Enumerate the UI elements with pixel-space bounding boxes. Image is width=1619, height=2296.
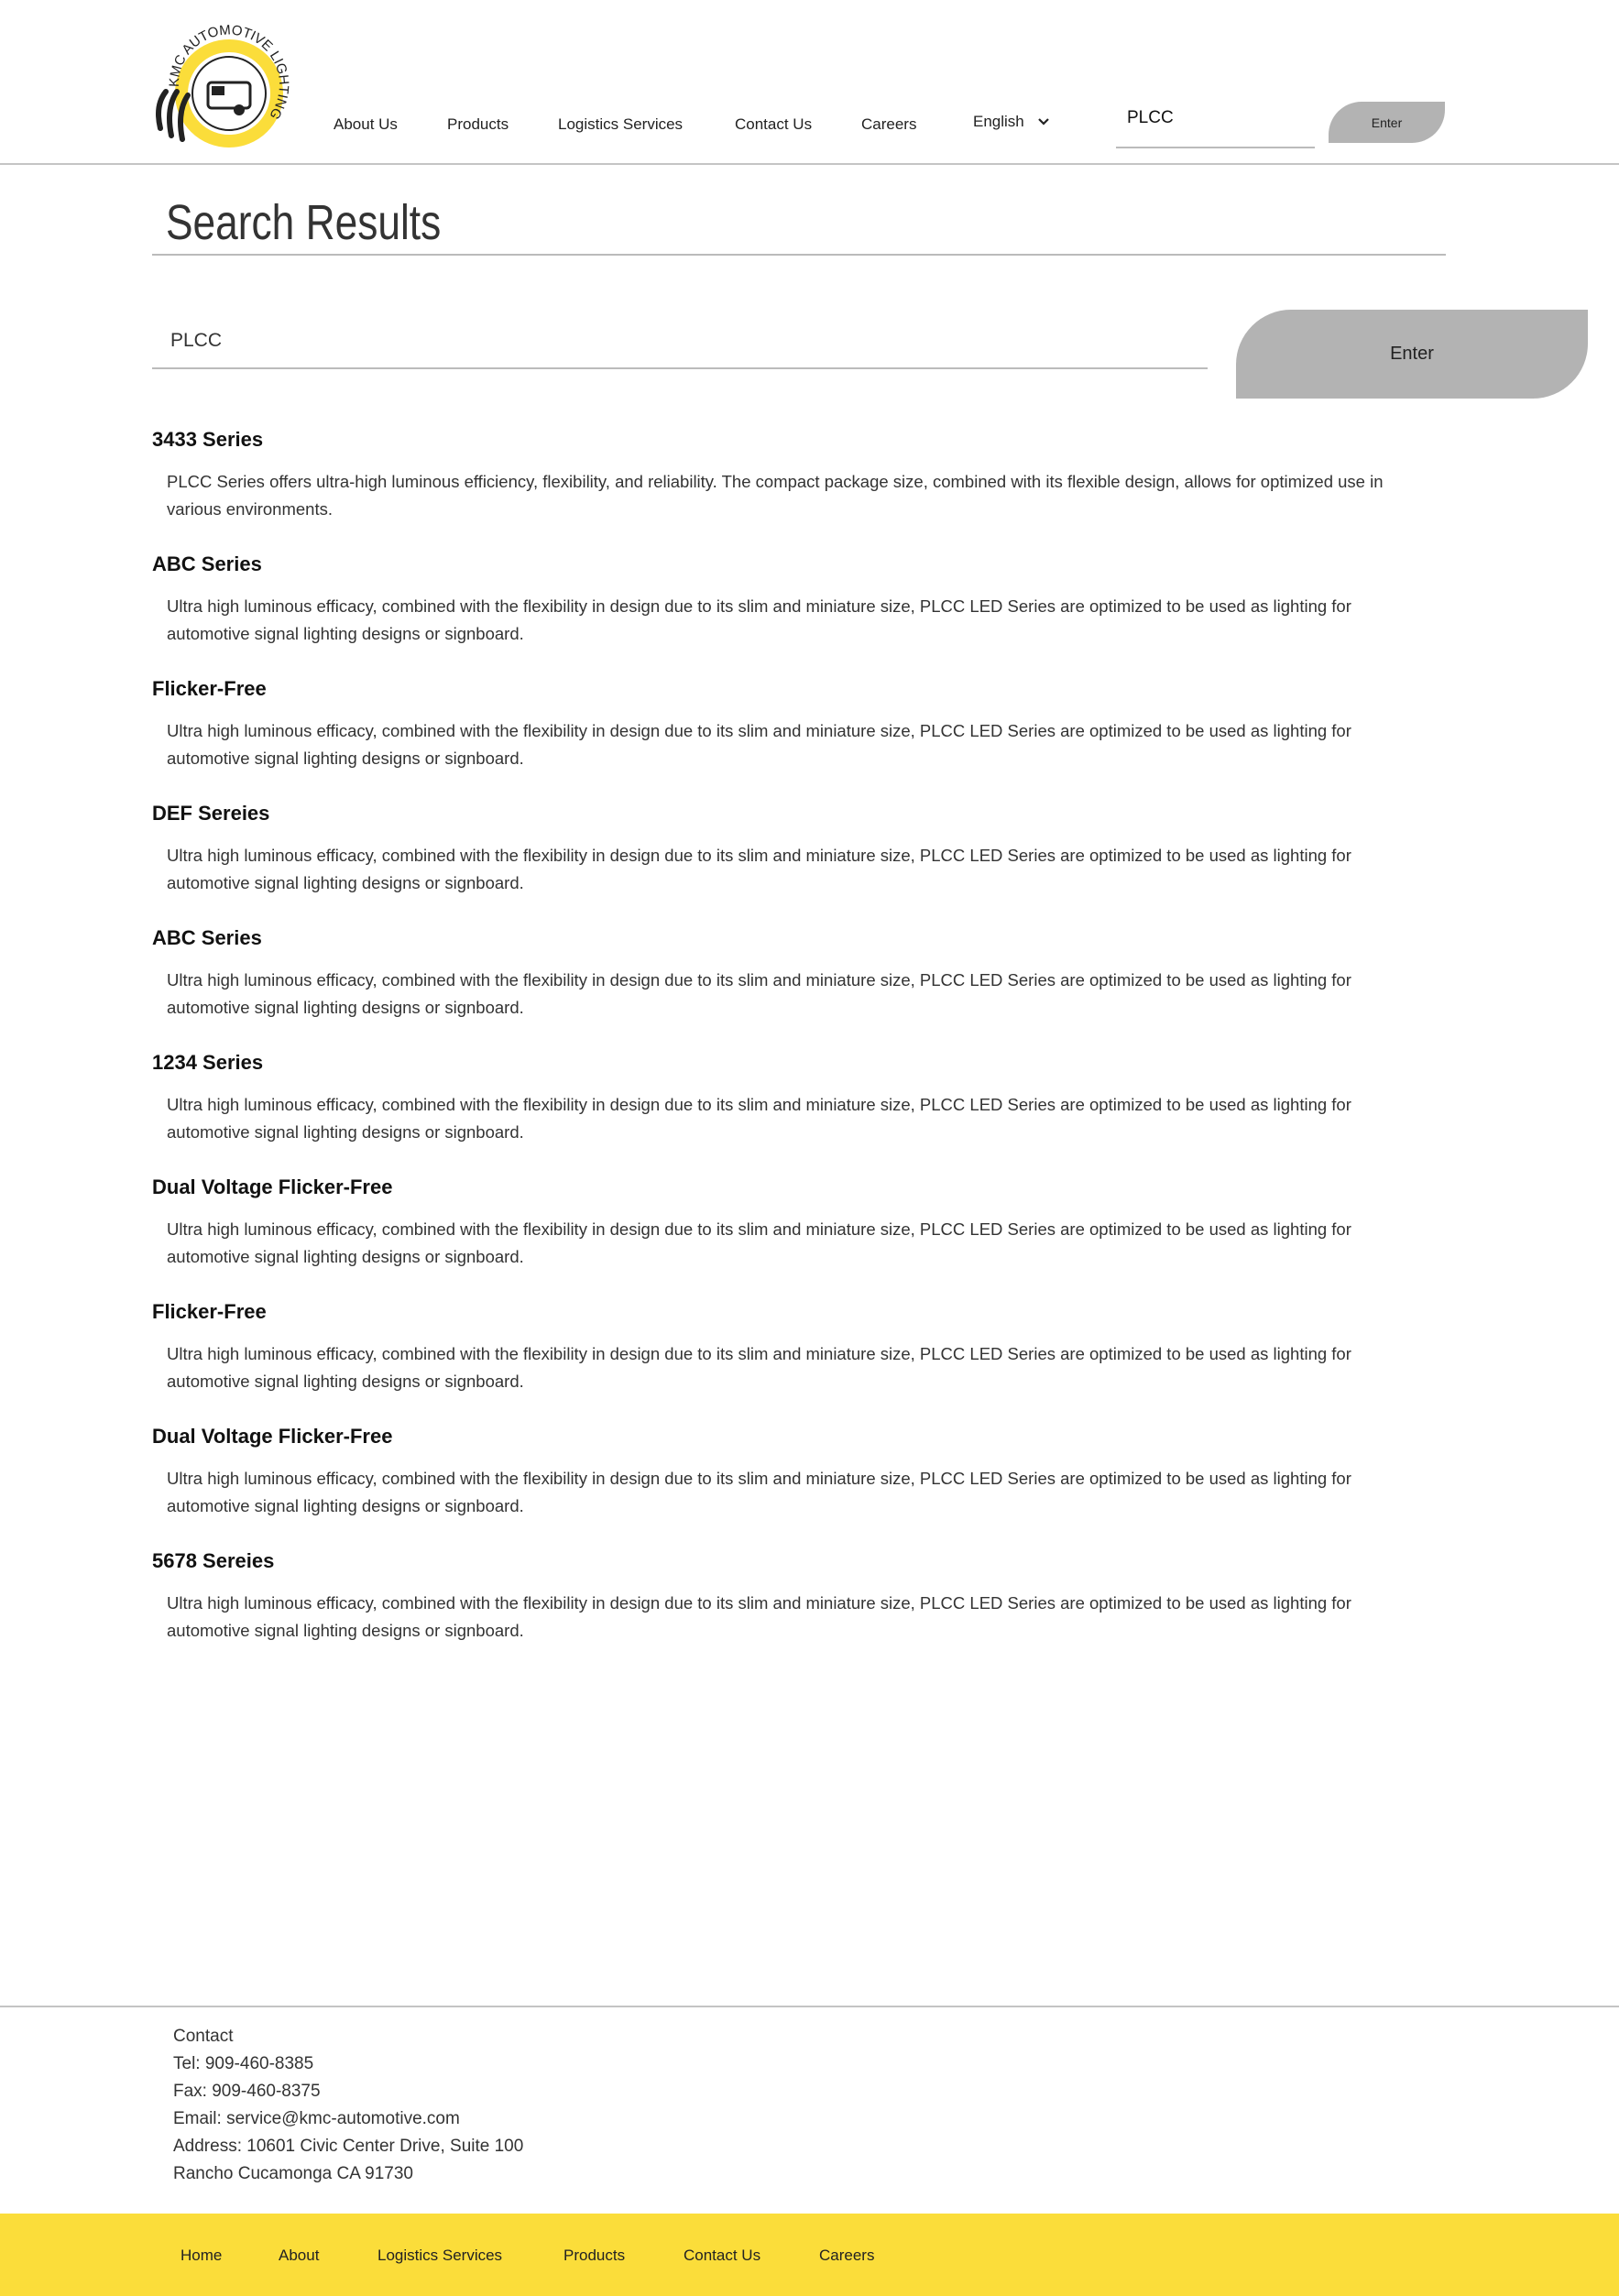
- contact-tel[interactable]: Tel: 909-460-8385: [173, 2054, 314, 2073]
- contact-email[interactable]: Email: service@kmc-automotive.com: [173, 2109, 460, 2128]
- header-search-input[interactable]: PLCC: [1116, 108, 1315, 148]
- nav-careers[interactable]: Careers: [861, 115, 917, 133]
- footer-nav-logistics-services[interactable]: Logistics Services: [377, 2247, 503, 2264]
- result-item[interactable]: [152, 677, 1435, 772]
- result-title[interactable]: DEF Sereies: [152, 802, 270, 825]
- result-description: Ultra high luminous efficacy, combined with the flexibility in design due to its slim and miniature size, PLCC LED Series are optimized to be used as lighting for automotive signal lighting designs or signboard.: [167, 1469, 1351, 1515]
- nav-logistics-services[interactable]: Logistics Services: [558, 115, 684, 133]
- footer-nav-contact-us[interactable]: Contact Us: [684, 2247, 761, 2264]
- result-description: Ultra high luminous efficacy, combined with the flexibility in design due to its slim and miniature size, PLCC LED Series are optimized to be used as lighting for automotive signal lighting designs or signboard.: [167, 1593, 1351, 1640]
- result-description: PLCC Series offers ultra-high luminous efficiency, flexibility, and reliability. The compact package size, combined with its flexible design, allows for optimized use in various environments.: [167, 472, 1384, 519]
- footer-nav-products[interactable]: Products: [563, 2247, 626, 2264]
- result-title[interactable]: 5678 Sereies: [152, 1549, 275, 1572]
- footer-nav-home[interactable]: Home: [180, 2247, 223, 2264]
- result-title[interactable]: Flicker-Free: [152, 677, 267, 700]
- result-item[interactable]: [152, 1175, 1435, 1271]
- contact-city: Rancho Cucamonga CA 91730: [173, 2164, 413, 2183]
- title-divider: [152, 254, 1446, 256]
- result-title[interactable]: 3433 Series: [152, 428, 264, 451]
- contact-address: Address: 10601 Civic Center Drive, Suite 100: [173, 2137, 524, 2156]
- result-description: Ultra high luminous efficacy, combined with the flexibility in design due to its slim and miniature size, PLCC LED Series are optimized to be used as lighting for automotive signal lighting designs or signboard.: [167, 1095, 1351, 1142]
- search-input[interactable]: PLCC: [152, 330, 1208, 369]
- result-description: Ultra high luminous efficacy, combined with the flexibility in design due to its slim and miniature size, PLCC LED Series are optimized to be used as lighting for automotive signal lighting designs or signboard.: [167, 1344, 1351, 1391]
- result-description: Ultra high luminous efficacy, combined with the flexibility in design due to its slim and miniature size, PLCC LED Series are optimized to be used as lighting for automotive signal lighting designs or signboard.: [167, 721, 1351, 768]
- page-title: Search Results: [166, 195, 442, 250]
- footer-contact: [173, 2023, 523, 2188]
- result-title[interactable]: 1234 Series: [152, 1051, 264, 1074]
- header-enter-button[interactable]: Enter: [1329, 102, 1445, 143]
- result-title[interactable]: ABC Series: [152, 552, 262, 575]
- result-title[interactable]: Flicker-Free: [152, 1300, 267, 1323]
- chevron-down-icon: [1037, 117, 1050, 126]
- svg-text:KMC AUTOMOTIVE LIGHTING: KMC AUTOMOTIVE LIGHTING: [166, 22, 292, 123]
- contact-fax: Fax: 909-460-8375: [173, 2082, 321, 2101]
- footer-divider: [0, 2006, 1619, 2007]
- language-label: English: [973, 113, 1024, 130]
- footer-nav-careers[interactable]: Careers: [819, 2247, 875, 2264]
- result-description: Ultra high luminous efficacy, combined with the flexibility in design due to its slim and miniature size, PLCC LED Series are optimized to be used as lighting for automotive signal lighting designs or signboard.: [167, 970, 1351, 1017]
- result-item[interactable]: [152, 428, 1435, 523]
- result-item[interactable]: [152, 1300, 1435, 1395]
- nav-about-us[interactable]: About Us: [334, 115, 398, 133]
- result-item[interactable]: [152, 1051, 1435, 1146]
- result-description: Ultra high luminous efficacy, combined with the flexibility in design due to its slim and miniature size, PLCC LED Series are optimized to be used as lighting for automotive signal lighting designs or signboard.: [167, 596, 1351, 643]
- result-item[interactable]: [152, 1425, 1435, 1520]
- result-item[interactable]: [152, 1549, 1435, 1645]
- nav-contact-us[interactable]: Contact Us: [735, 115, 813, 133]
- result-title[interactable]: Dual Voltage Flicker-Free: [152, 1175, 393, 1198]
- nav-products[interactable]: Products: [447, 115, 509, 133]
- search-enter-button[interactable]: Enter: [1236, 310, 1588, 399]
- result-title[interactable]: Dual Voltage Flicker-Free: [152, 1425, 393, 1448]
- result-item[interactable]: [152, 802, 1435, 897]
- result-title[interactable]: ABC Series: [152, 926, 262, 949]
- result-description: Ultra high luminous efficacy, combined with the flexibility in design due to its slim and miniature size, PLCC LED Series are optimized to be used as lighting for automotive signal lighting designs or signboard.: [167, 846, 1351, 892]
- result-item[interactable]: [152, 926, 1435, 1022]
- header-divider: [0, 163, 1619, 165]
- contact-heading: Contact: [173, 2027, 234, 2046]
- footer-bar: [0, 2214, 1619, 2296]
- result-item[interactable]: [152, 552, 1435, 648]
- logo[interactable]: [151, 18, 307, 148]
- footer-nav-about[interactable]: About: [279, 2247, 320, 2264]
- language-selector[interactable]: [973, 113, 1050, 131]
- logo-icon: [151, 18, 307, 148]
- result-description: Ultra high luminous efficacy, combined with the flexibility in design due to its slim and miniature size, PLCC LED Series are optimized to be used as lighting for automotive signal lighting designs or signboard.: [167, 1219, 1351, 1266]
